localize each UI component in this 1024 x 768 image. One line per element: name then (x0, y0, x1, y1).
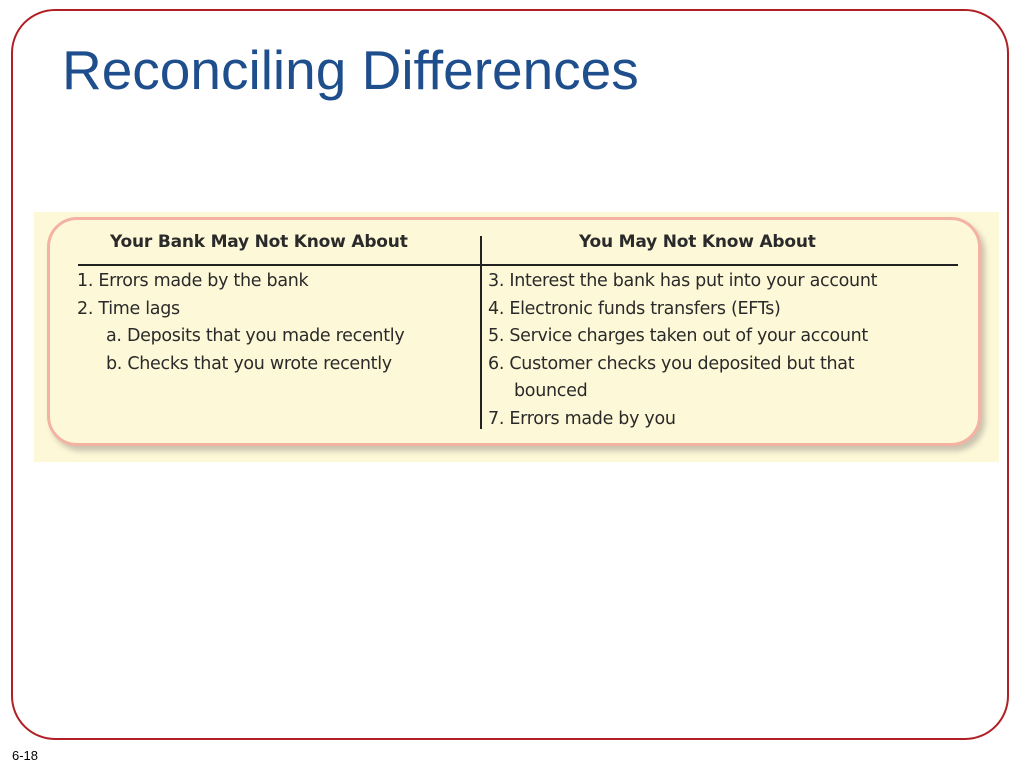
slide-title: Reconciling Differences (62, 39, 639, 101)
list-item: a. Deposits that you made recently (106, 326, 405, 346)
list-item: 5. Service charges taken out of your account (488, 326, 868, 346)
right-column-header: You May Not Know About (579, 232, 816, 252)
list-item-continuation: bounced (514, 381, 588, 401)
left-column-header: Your Bank May Not Know About (110, 232, 408, 252)
list-item: 2. Time lags (77, 298, 180, 319)
page-number: 6-18 (12, 748, 39, 763)
header-rule (78, 264, 958, 266)
list-item: 7. Errors made by you (488, 408, 676, 429)
list-item: 4. Electronic funds transfers (EFTs) (488, 298, 781, 319)
list-item: 6. Customer checks you deposited but that (488, 353, 855, 374)
left-column-list (77, 268, 404, 378)
list-item: b. Checks that you wrote recently (106, 353, 392, 374)
right-column-list (488, 268, 877, 433)
list-item: 3. Interest the bank has put into your account (488, 271, 878, 291)
list-item: 1. Errors made by the bank (77, 271, 309, 291)
